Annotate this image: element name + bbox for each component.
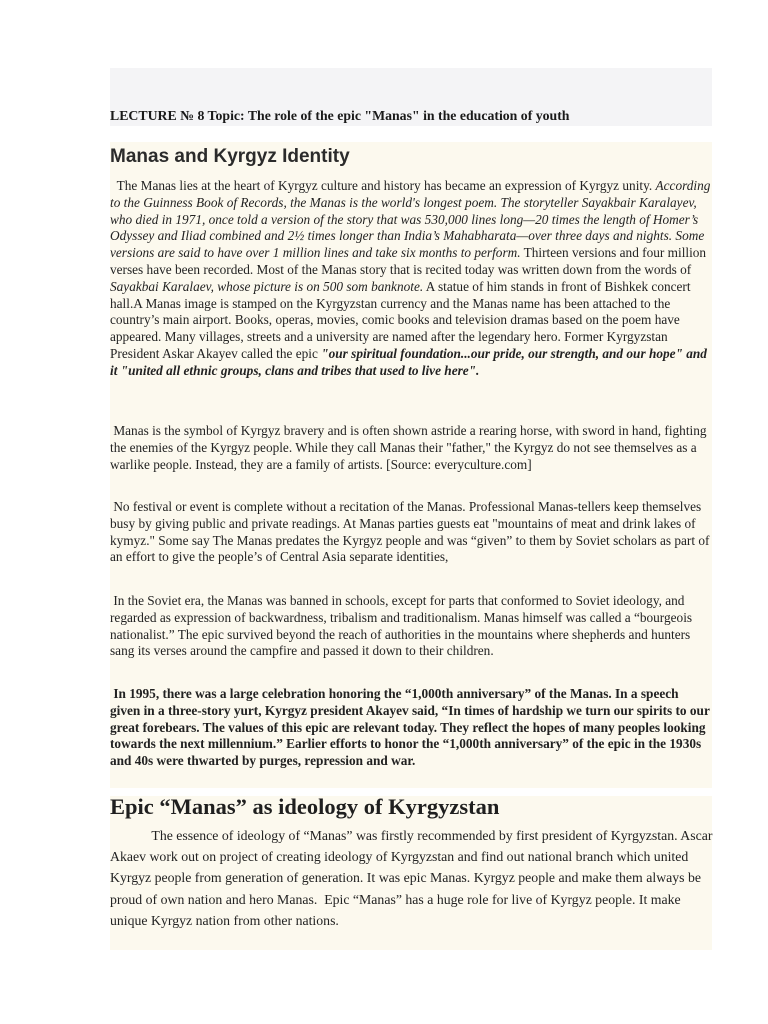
paragraph-1995-celebration: In 1995, there was a large celebration honoring the “1,000th anniversary” of the Manas. In a speech given in a three-story yurt, Kyrgyz president Akayev said, “In times of hardship we turn our spirits to our great forebears. The values of this epic are relevant today. They reflect the hopes of many peoples looking towards the next millennium.” Earlier efforts to honor the “1,000th anniversary” of the epic in the 1930s and 40s were thwarted by purges, repression and war. (110, 686, 713, 769)
paragraph-soviet-era: In the Soviet era, the Manas was banned in schools, except for parts that conformed to Soviet ideology, and regarded as expression of backwardness, tribalism and traditionalism. Manas himself was called a “bourgeois nationalist.” The epic survived beyond the reach of authorities in the mountains where shepherds and hunters sang its verses around the campfire and passed it down to their children. (110, 593, 696, 659)
paragraph-bold-italic-quote: "our spiritual foundation...our pride, our strength, and our hope" and it "united all ethnic groups, clans and tribes that used to live here". (110, 345, 711, 378)
paragraph-italic-text: According to the Guinness Book of Records, the Manas is the world's longest poem. The storyteller Sayakbair Karalayev, who died in 1971, once told a version of the story that was 530,000 lines long—20 times the length of Homer’s Odyssey and Iliad combined and 2½ times longer than India’s Mahabharata—over three days and nights. Some versions are said to have over 1 million lines and take six months to perform. (110, 178, 714, 261)
section-heading-manas-ideology: Epic “Manas” as ideology of Kyrgyzstan (110, 794, 500, 819)
paragraph-text: A statue of him stands in front of Bishkek concert hall.A Manas image is stamped on the Kyrgyzstan currency and the Manas name has been attached to the country’s main airport. Books, operas, movies, comic books and television dramas based on the poem have appeared. Many villages, streets and a university are named after the legendary hero. Former Kyrgyzstan President Askar Akayev called the epic (110, 278, 694, 361)
paragraph-text: The Manas lies at the heart of Kyrgyz culture and history has became an expression of Kyrgyz unity. (110, 178, 656, 193)
paragraph-manas-heart (110, 178, 712, 380)
paragraph-festival: No festival or event is complete without a recitation of the Manas. Professional Manas-tellers keep themselves busy by giving public and private readings. At Manas parties guests eat "mountains of meat and drink lakes of kymyz." Some say The Manas predates the Kyrgyz people and was “given” to them by Soviet scholars as part of an effort to give the people’s of Central Asia separate identities, (110, 499, 713, 565)
paragraph-italic-text: Sayakbai Karalaev, whose picture is on 500 som banknote. (110, 278, 424, 294)
paragraph-manas-symbol: Manas is the symbol of Kyrgyz bravery and is often shown astride a rearing horse, with sword in hand, fighting the enemies of the Kyrgyz people. While they call Manas their "father," the Kyrgyz do not see themselves as a warlike people. Instead, they are a family of artists. [Source: everyculture.com] (110, 423, 710, 472)
paragraph-ideology: The essence of ideology of “Manas” was firstly recommended by first president of Kyrgyzstan. Ascar Akaev work out on project of creating ideology of Kyrgyzstan and find out national branch which united Kyrgyz people from generation of generation. It was epic Manas. Kyrgyz people and make them always be proud of own nation and hero Manas. Epic “Manas” has a huge role for live of Kyrgyz people. It make unique Kyrgyz nation from other nations. (110, 828, 716, 928)
lecture-title: LECTURE № 8 Topic: The role of the epic "Manas" in the education of youth (110, 108, 570, 123)
paragraph-text: Thirteen versions and four million verses have been recorded. Most of the Manas story that is recited today was written down from the words of (110, 245, 710, 277)
section-heading-manas-identity: Manas and Kyrgyz Identity (110, 146, 350, 167)
